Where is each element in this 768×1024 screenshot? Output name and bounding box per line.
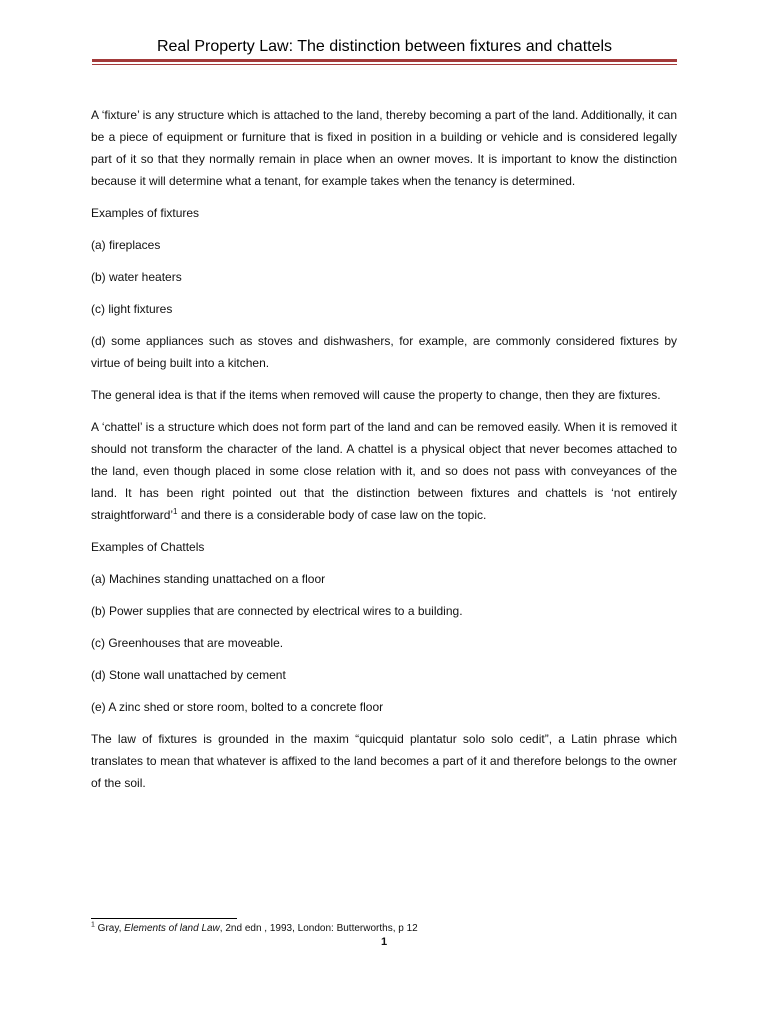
chattel-item: (d) Stone wall unattached by cement xyxy=(91,668,286,682)
header-rule-thick xyxy=(92,59,677,62)
chattel-item: (b) Power supplies that are connected by electrical wires to a building. xyxy=(91,604,463,618)
footnote-marker: 1 xyxy=(91,921,95,929)
fixture-item: (a) fireplaces xyxy=(91,238,161,252)
paragraph-chattel-definition xyxy=(91,416,677,526)
footnote-reference[interactable]: 1 xyxy=(173,507,178,516)
paragraph-law-of-fixtures: The law of fixtures is grounded in the maxim “quicquid plantatur solo solo cedit”, a Latin phrase which translates to mean that whatever is affixed to the land becomes a part of it and therefore belongs to the owner of the soil. xyxy=(91,732,677,790)
chattel-item: (e) A zinc shed or store room, bolted to a concrete floor xyxy=(91,700,384,714)
fixture-item: (b) water heaters xyxy=(91,270,182,284)
footnote-book-title: Elements of land Law xyxy=(124,923,220,934)
header-rule-thin xyxy=(92,64,677,65)
document-body xyxy=(91,104,677,804)
footnote-separator xyxy=(91,918,237,919)
fixtures-heading: Examples of fixtures xyxy=(91,206,200,220)
chattels-heading: Examples of Chattels xyxy=(91,540,205,554)
paragraph-general-idea: The general idea is that if the items when removed will cause the property to change, then they are fixtures. xyxy=(91,388,661,402)
paragraph-fixture-definition: A ‘fixture’ is any structure which is attached to the land, thereby becoming a part of the land. Additionally, it can be a piece of equipment or furniture that is fixed in position in a building or vehicle and is considered legally part of it so that they normally remain in place when an owner moves. It is important to know the distinction because it will determine what a tenant, for example takes when the tenancy is determined. xyxy=(91,108,677,188)
footnote-author: Gray, xyxy=(94,923,125,934)
footnote xyxy=(91,922,677,936)
fixture-item: (c) light fixtures xyxy=(91,302,173,316)
page-header-title: Real Property Law: The distinction between fixtures and chattels xyxy=(156,38,613,55)
chattel-item: (a) Machines standing unattached on a floor xyxy=(91,572,326,586)
chattel-text-end: and there is a considerable body of case law on the topic. xyxy=(177,508,487,522)
fixture-item: (d) some appliances such as stoves and dishwashers, for example, are commonly considered fixtures by virtue of being built into a kitchen. xyxy=(91,334,677,370)
chattel-item: (c) Greenhouses that are moveable. xyxy=(91,636,284,650)
footnote-details: , 2nd edn , 1993, London: Butterworths, p 12 xyxy=(219,923,418,934)
page-number: 1 xyxy=(380,936,388,948)
chattel-text-start: A ‘chattel’ is a structure which does not form part of the land and can be removed easily. When it is removed it should not transform the character of the land. A chattel is a physical object that never becomes attached to the land, even though placed in some close relation with it, and so does not pass with conveyances of the land. It has been right pointed out that the distinction between fixtures and chattels is ‘not entirely straightforward’ xyxy=(91,420,677,522)
